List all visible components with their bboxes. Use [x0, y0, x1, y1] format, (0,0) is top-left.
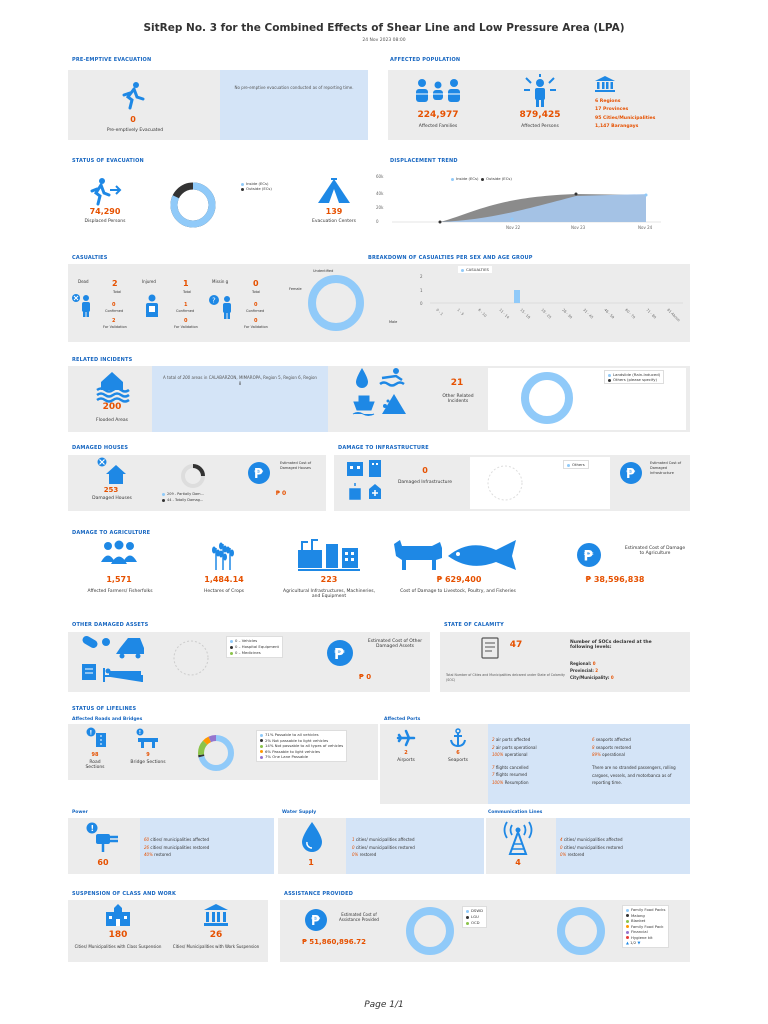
road-icon [86, 727, 108, 753]
svg-text:₱: ₱ [311, 914, 321, 929]
age-tick-label: 6 - 10 [477, 307, 488, 318]
injured-total-label: Total [183, 290, 192, 294]
trend-ytick: 40k [376, 191, 384, 196]
farmers-group-icon [100, 540, 138, 570]
missing-label: Missin g [212, 279, 229, 284]
water-lines: 1 cities/ municipalities affected 0 cities/ municipalities restored 0% restored [352, 837, 415, 857]
undentified-label: Undentified [313, 269, 334, 273]
suspension-panel [68, 900, 268, 962]
age-tick-label: 15 - 18 [519, 307, 531, 320]
ports-line: 2 air ports operational [492, 744, 537, 750]
agri-machinery-icon [298, 538, 360, 576]
road-legend-item: 2% Not passable to light vehicles [260, 738, 343, 744]
assets-legend [226, 636, 283, 658]
asset-icons [80, 636, 146, 688]
displacement-trend-chart [366, 172, 666, 238]
hectares-value: 1,484.14 [204, 575, 244, 584]
assets-donut-chart [170, 637, 212, 683]
affected-families-label: Affected Families [418, 124, 458, 129]
peso-icon [304, 908, 328, 936]
legend-item: Blanket [626, 918, 665, 924]
water-drop-icon [300, 822, 324, 858]
svg-text:!: ! [90, 824, 95, 833]
person-burst-icon [522, 74, 558, 112]
comms-lines: 4 cities/ municipalities affected 0 cities/ municipalities restored 0% restored [560, 837, 623, 857]
running-person-icon [118, 80, 148, 114]
legend-inside: Inside (ECs) [241, 181, 272, 186]
breakdown-bar-chart [418, 272, 688, 336]
legend-partial: 209 - Partially Dam... [162, 491, 204, 497]
legend-item: Family Food Packs [626, 907, 665, 913]
ports-line: 8 seaports restored [592, 744, 632, 750]
agri-cost: ₱ 38,596,838 [585, 575, 645, 584]
agri-infra-label: Agricultural Infrastructures, Machineries, and Equipment [283, 589, 375, 599]
incidents-note: A total of 200 areas in CALABARZON, MIMAROPA, Region 5, Region 6, Region 8 [163, 375, 317, 386]
government-building-icon [595, 76, 615, 96]
comms-value: 4 [515, 858, 521, 867]
displaced-label: Displaced Persons [84, 219, 126, 224]
airplane-icon [396, 729, 416, 751]
trend-ytick: 20k [376, 205, 384, 210]
missing-total-label: Total [252, 290, 261, 294]
age-tick-label: 0 - 1 [435, 307, 444, 317]
age-tick-label: 71 - 80 [645, 307, 657, 320]
legend-pager[interactable]: ▲ 1/2 ▼ [626, 940, 641, 945]
road-value: 98 [91, 752, 99, 758]
calamity-levels [570, 660, 614, 681]
missing-total: 0 [253, 279, 259, 288]
other-incidents-value: 21 [450, 378, 464, 388]
dead-person-icon [71, 292, 97, 322]
report-date: 24 Nov 2023 08:00 [362, 38, 406, 43]
trend-legend-outside: Outside (ECs) [481, 176, 512, 181]
calamity-value: 47 [509, 640, 523, 650]
ports-right-list [592, 736, 631, 759]
page-title: SitRep No. 3 for the Combined Effects of Shear Line and Low Pressure Area (LPA) [143, 22, 625, 34]
farmers-value: 1,571 [106, 575, 132, 584]
age-tick-label: 26 - 30 [561, 307, 573, 320]
affected-persons-value: 879,425 [519, 110, 561, 120]
age-tick-label: 46 - 59 [603, 307, 615, 320]
medical-chart-icon [82, 664, 96, 680]
svg-text:?: ? [212, 296, 216, 305]
age-tick-label: 81 Above [666, 307, 681, 323]
flooded-value: 200 [102, 402, 122, 412]
legend-landslide: Landslide (Rain-Induced) [608, 372, 660, 377]
section-evacuation: STATUS OF EVACUATION [72, 158, 144, 164]
age-tick-label: 1 - 5 [456, 307, 465, 317]
assistance-items-donut [556, 906, 606, 960]
infra-legend: Others [563, 460, 589, 469]
houses-value: 253 [103, 486, 119, 494]
flooded-label: Flooded Areas [96, 418, 128, 423]
running-person-icon [88, 177, 122, 209]
level-provincial: Provincial: 2 [570, 668, 599, 673]
assistance-cost-label: Estimated Cost of Assistance Provided [339, 912, 379, 922]
female-label: Female [289, 287, 302, 291]
incidents-donut-chart [519, 370, 575, 430]
road-legend-item: 7% One Lane Passable [260, 754, 343, 760]
power-title: Power [72, 810, 88, 815]
cow-icon [394, 540, 442, 570]
assistance-source-donut [405, 906, 455, 960]
signal-tower-icon [500, 822, 536, 858]
calamity-declared-label: Number of SOCs declared at the following levels: [570, 640, 652, 650]
road-legend-item: 6% Passable to light vehicles [260, 749, 343, 755]
family-icon [412, 78, 464, 108]
anchor-icon [448, 728, 468, 752]
peso-icon [619, 461, 643, 489]
seaports-label: Seaports [448, 758, 468, 763]
section-breakdown: BREAKDOWN OF CASUALTIES PER SEX AND AGE GROUP [368, 255, 533, 261]
calamity-note: Total Number of Cities and Municipalities delcared under State of Calamity (SOC) [446, 673, 565, 682]
section-preemptive: PRE-EMPTIVE EVACUATION [72, 57, 152, 63]
trend-xtick: Nov 22 [506, 225, 521, 230]
svg-text:₱: ₱ [334, 645, 345, 663]
dead-validation-label: For Validation [103, 325, 127, 329]
infra-donut-chart [484, 462, 526, 508]
centers-label: Evacuation Centers [312, 219, 356, 224]
legend-dswd: DSWD [466, 908, 483, 914]
ports-line: 100% operational [492, 752, 528, 757]
provinces-count: 17 Provinces [595, 107, 629, 113]
section-trend: DISPLACEMENT TREND [390, 158, 458, 164]
svg-text:0: 0 [420, 301, 423, 306]
preemptive-value: 0 [130, 115, 136, 124]
hectares-label: Hectares of Crops [203, 589, 245, 594]
injured-validation-label: For Validation [174, 325, 198, 329]
missing-person-icon [208, 294, 236, 324]
drop-icon [356, 368, 368, 388]
legend-ocd: OCD [466, 920, 483, 926]
injured-confirmed-label: Confirmed [176, 309, 195, 313]
section-infra: DAMAGE TO INFRASTRUCTURE [338, 445, 429, 451]
trend-xtick: Nov 24 [638, 225, 653, 230]
ports-note: There are no stranded passengers, rolling cargoes, vessels, and motorbanca as of reporting time. [592, 765, 676, 785]
church-icon [350, 483, 360, 499]
svg-text:1: 1 [420, 288, 423, 293]
bridge-value: 9 [146, 752, 150, 758]
dead-confirmed: 0 [112, 302, 116, 308]
infra-value: 0 [422, 466, 428, 475]
evacuation-legend [238, 180, 275, 192]
missing-confirmed: 0 [254, 302, 258, 308]
livestock-value: ₱ 629,400 [436, 575, 482, 584]
ports-line: 89% operational [592, 752, 625, 757]
assistance-cost: ₱ 51,860,896.72 [302, 938, 366, 946]
road-label: Road Sections [85, 760, 105, 770]
houses-legend [162, 491, 204, 503]
legend-total: 44 - Totally Damag... [162, 497, 204, 503]
peso-icon [326, 639, 354, 671]
injured-validation: 0 [184, 318, 188, 324]
water-title: Water Supply [282, 810, 317, 815]
legend-item: Hygiene kit [626, 935, 665, 941]
legend-item: Family Food Pack [626, 924, 665, 930]
section-casualties: CASUALTIES [72, 255, 108, 261]
cities-count: 95 Cities/Municipalities [595, 115, 656, 121]
centers-value: 139 [325, 207, 343, 216]
dead-validation: 2 [112, 318, 116, 324]
section-lifelines: STATUS OF LIFELINES [72, 706, 137, 712]
legend-others: Others (please specify) [608, 377, 660, 382]
preemptive-note: No pre-emptive evacuation conducted as of reporting time. [234, 85, 354, 90]
missing-confirmed-label: Confirmed [246, 309, 265, 313]
houses-cost-label: Estimated Cost of Damaged Houses [280, 461, 312, 470]
infrastructure-icons [346, 459, 386, 505]
infra-cost-label: Estimated Cost of Damaged Infrastructure [650, 461, 682, 475]
regions-count: 6 Regions [595, 99, 621, 104]
missing-validation: 0 [254, 318, 258, 324]
assets-cost: ₱ 0 [358, 673, 372, 681]
section-incidents: RELATED INCIDENTS [72, 357, 133, 363]
peso-icon [576, 542, 602, 572]
other-incidents-label: Other Related Incidents [442, 394, 474, 404]
age-tick-label: 60 - 70 [624, 307, 636, 320]
ports-line: 100% Resumption [492, 779, 529, 785]
roads-donut-chart [196, 733, 236, 777]
ports-line: 2 air ports affected [492, 737, 531, 742]
crops-icon [208, 540, 238, 574]
document-icon [480, 636, 500, 664]
road-legend-item: 14% Not passable to all types of vehicles [260, 743, 343, 749]
work-suspension-label: Cities/ Municipalities with Work Suspension [172, 944, 260, 949]
agri-infra-value: 223 [320, 575, 338, 584]
section-affected: AFFECTED POPULATION [390, 57, 461, 63]
section-agri: DAMAGE TO AGRICULTURE [72, 530, 151, 536]
age-tick-label: 31 - 45 [582, 307, 594, 320]
damaged-house-icon [96, 457, 126, 489]
agri-cost-label: Estimated Cost of Damage to Agriculture [624, 546, 686, 556]
svg-text:!: ! [138, 730, 142, 736]
vehicle-icon [116, 638, 144, 654]
government-building-icon [204, 904, 228, 930]
assistance-items-legend [622, 905, 669, 948]
injured-person-icon [143, 294, 161, 322]
page-number: Page 1/1 [364, 1000, 404, 1010]
evacuation-donut-chart [168, 180, 218, 234]
legend-outside: Outside (ECs) [241, 186, 272, 191]
building-icon [369, 460, 381, 477]
infra-label: Damaged Infrastructure [397, 480, 453, 485]
assets-cost-label: Estimated Cost of Other Damaged Assets [367, 639, 423, 649]
flood-icon [95, 368, 129, 404]
affected-persons-label: Affected Persons [521, 124, 559, 129]
livestock-fish-icon [392, 538, 524, 576]
water-value: 1 [308, 858, 314, 867]
male-label: Male [389, 320, 398, 324]
peso-icon [247, 461, 271, 489]
swimmer-icon [380, 376, 404, 386]
dead-confirmed-label: Confirmed [105, 309, 124, 313]
displaced-value: 74,290 [89, 207, 121, 216]
class-suspension-value: 180 [108, 930, 128, 940]
level-city: City/Municipality: 0 [570, 675, 614, 680]
incidents-legend [604, 370, 664, 384]
power-lines: 60 cities/ municipalities affected 26 cities/ municipalities restored 40% restored [144, 837, 210, 857]
seaports-value: 6 [456, 750, 460, 756]
affected-areas-list [595, 98, 655, 131]
livestock-label: Cost of Damage to Livestock, Poultry, and Fisheries [400, 589, 516, 594]
houses-cost: ₱ 0 [275, 490, 287, 497]
affected-families-value: 224,977 [417, 110, 459, 120]
svg-text:₱: ₱ [626, 467, 636, 482]
airports-value: 2 [404, 750, 408, 756]
trend-ytick: 0 [376, 219, 379, 224]
roads-title: Affected Roads and Bridges [72, 717, 143, 722]
barangays-count: 1,147 Barangays [595, 123, 639, 129]
legend-item: Malong [626, 913, 665, 919]
injured-label: Injured [142, 279, 156, 284]
airports-label: Airports [397, 758, 415, 763]
work-suspension-value: 26 [209, 930, 223, 940]
legend-vehicles: 0 – Vehicles [230, 638, 279, 644]
hazard-icons [352, 368, 408, 420]
power-plug-icon [86, 822, 120, 856]
legend-medicines: 0 – Medicines [230, 650, 279, 656]
landslide-icon [382, 394, 406, 414]
legend-item: Financial [626, 929, 665, 935]
trend-legend-inside: Inside (ECs) [451, 176, 479, 181]
ship-icon [353, 396, 374, 416]
dead-label: Dead [78, 279, 89, 284]
trend-ytick: 60k [376, 174, 384, 179]
ports-line: 7 flights cancelled [492, 764, 529, 770]
legend-lgu: LGU [466, 914, 483, 920]
legend-hospital: 0 – Hospital Equipment [230, 644, 279, 650]
tent-icon [316, 177, 352, 209]
school-icon [347, 462, 363, 476]
preemptive-note-box [220, 70, 368, 140]
svg-text:₱: ₱ [254, 467, 264, 482]
farmers-label: Affected Farmers/ Fisherfolks [87, 589, 153, 594]
preemptive-label: Pre-emptively Evacuated [106, 128, 164, 133]
section-suspension: SUSPENSION OF CLASS AND WORK [72, 891, 177, 897]
class-suspension-label: Cities/ Municipalities with Class Suspension [74, 944, 162, 949]
bridge-label: Bridge Sections [130, 760, 166, 765]
comms-title: Communication Lines [488, 810, 543, 815]
pill-icon [81, 635, 99, 650]
bar-11-14 [514, 290, 520, 303]
svg-text:2: 2 [420, 274, 423, 279]
svg-text:₱: ₱ [583, 548, 594, 565]
section-calamity: STATE OF CALAMITY [444, 622, 504, 628]
injured-confirmed: 1 [184, 302, 188, 308]
breakdown-legend: CASUALTIES [458, 266, 492, 273]
trend-legend [448, 175, 515, 182]
ports-line: 6 seaports affected [592, 737, 631, 742]
section-houses: DAMAGED HOUSES [72, 445, 129, 451]
trend-xtick: Nov 23 [571, 225, 586, 230]
school-icon [106, 904, 130, 930]
road-legend-item: 71% Passable to all vehicles [260, 732, 343, 738]
missing-validation-label: For Validation [244, 325, 268, 329]
houses-donut-chart [180, 463, 206, 493]
ports-title: Affected Ports [384, 717, 421, 722]
section-assistance: ASSISTANCE PROVIDED [284, 891, 354, 897]
age-tick-label: 11 - 14 [498, 307, 510, 320]
roads-legend [256, 730, 347, 762]
injured-total: 1 [183, 279, 189, 288]
svg-text:!: ! [89, 729, 93, 737]
level-regional: Regional: 0 [570, 661, 596, 666]
ports-left-list [492, 736, 537, 786]
dead-total: 2 [112, 279, 118, 288]
sex-donut-chart [306, 273, 366, 337]
dead-total-label: Total [113, 290, 122, 294]
houses-label: Damaged Houses [92, 496, 132, 501]
age-tick-label: 19 - 25 [540, 307, 552, 320]
ports-line: 7 flights resumed [492, 772, 527, 777]
assistance-source-legend [462, 906, 487, 928]
power-value: 60 [97, 858, 109, 867]
bridge-icon [136, 728, 158, 752]
section-other-assets: OTHER DAMAGED ASSETS [72, 622, 149, 628]
